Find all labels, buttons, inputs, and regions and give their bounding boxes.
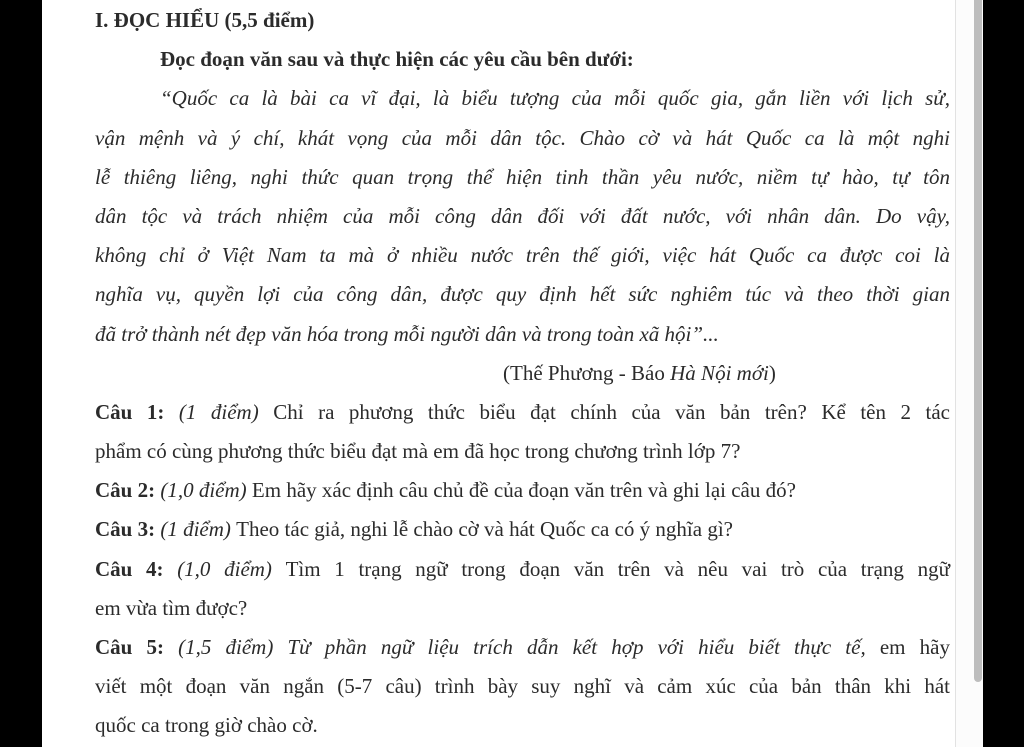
text-segment: đã trở thành nét đẹp văn hóa trong mỗi người dân và trong toàn xã hội”... xyxy=(95,321,719,346)
text-segment: (1,5 điểm) Từ phần ngữ liệu trích dẫn kết hợp với hiểu biết thực tế, xyxy=(178,635,880,659)
question-line xyxy=(95,589,950,628)
text-segment: không chỉ ở Việt Nam ta mà ở nhiều nước trên thế giới, việc hát Quốc ca được coi là xyxy=(95,243,950,268)
attribution-line xyxy=(95,354,950,393)
document-page xyxy=(42,0,955,747)
text-segment: Tìm 1 trạng ngữ trong đoạn văn trên và nêu vai trò của trạng ngữ xyxy=(285,556,950,581)
text-segment: Câu 2: xyxy=(95,478,161,503)
question-line xyxy=(95,471,950,510)
passage-line xyxy=(95,197,950,236)
document-text xyxy=(95,1,950,746)
text-segment: Đọc đoạn văn sau và thực hiện các yêu cầu bên dưới: xyxy=(160,47,634,72)
text-segment: viết một đoạn văn ngắn (5-7 câu) trình bày suy nghĩ và cảm xúc của bản thân khi hát xyxy=(95,674,950,699)
text-segment: Theo tác giả, nghi lễ chào cờ và hát Quốc ca có ý nghĩa gì? xyxy=(236,517,733,542)
question-line xyxy=(95,667,950,706)
text-segment: ) xyxy=(768,360,776,385)
text-segment: (Thế Phương - Báo xyxy=(503,360,671,385)
text-segment: vận mệnh và ý chí, khát vọng của mỗi dân tộc. Chào cờ và hát Quốc ca là một nghi xyxy=(95,125,950,150)
question-line xyxy=(95,432,950,471)
text-segment: nghĩa vụ, quyền lợi của công dân, được quy định hết sức nghiêm túc và theo thời gian xyxy=(95,282,950,307)
text-segment: Chỉ ra phương thức biểu đạt chính của văn bản trên? Kể tên 2 tác xyxy=(273,399,950,424)
text-segment: Câu 4: xyxy=(95,556,178,581)
scrollbar-thumb[interactable] xyxy=(974,0,982,682)
text-segment: Câu 5: xyxy=(95,635,179,659)
text-segment: (1 điểm) xyxy=(160,517,237,542)
text-segment: em hãy xyxy=(879,635,950,659)
passage-line xyxy=(95,79,950,118)
text-segment: I. ĐỌC HIỂU (5,5 điểm) xyxy=(95,8,315,32)
text-segment: “Quốc ca là bài ca vĩ đại, là biểu tượng của mỗi quốc gia, gắn liền với lịch sử, xyxy=(160,86,950,111)
text-segment: dân tộc và trách nhiệm của mỗi công dân đối với đất nước, với nhân dân. Do vậy, xyxy=(95,203,950,228)
passage-line xyxy=(95,275,950,314)
text-segment: Câu 3: xyxy=(95,517,161,542)
question-line xyxy=(95,550,950,589)
text-segment: quốc ca trong giờ chào cờ. xyxy=(95,713,318,738)
question-line xyxy=(95,393,950,432)
question-line xyxy=(95,510,950,549)
text-segment: Hà Nội mới xyxy=(670,360,769,385)
text-segment: em vừa tìm được? xyxy=(95,595,248,620)
text-segment: (1,0 điểm) xyxy=(160,478,252,503)
text-segment: Câu 1: xyxy=(95,399,179,424)
passage-line xyxy=(95,236,950,275)
question-line xyxy=(95,628,950,667)
section-heading xyxy=(95,1,950,40)
passage-line xyxy=(95,158,950,197)
instruction-line xyxy=(95,40,950,79)
question-line xyxy=(95,706,950,745)
text-segment: lễ thiêng liêng, nghi thức quan trọng thể hiện tinh thần yêu nước, niềm tự hào, tự tôn xyxy=(95,164,950,189)
right-black-bar xyxy=(983,0,1024,747)
text-segment: (1,0 điểm) xyxy=(177,556,286,581)
passage-line xyxy=(95,119,950,158)
left-black-bar xyxy=(0,0,42,747)
text-segment: phẩm có cùng phương thức biểu đạt mà em đã học trong chương trình lớp 7? xyxy=(95,439,741,464)
scrollbar-track[interactable] xyxy=(955,0,983,747)
text-segment: (1 điểm) xyxy=(178,399,274,424)
text-segment: Em hãy xác định câu chủ đề của đoạn văn trên và ghi lại câu đó? xyxy=(251,478,796,503)
passage-line xyxy=(95,315,950,354)
